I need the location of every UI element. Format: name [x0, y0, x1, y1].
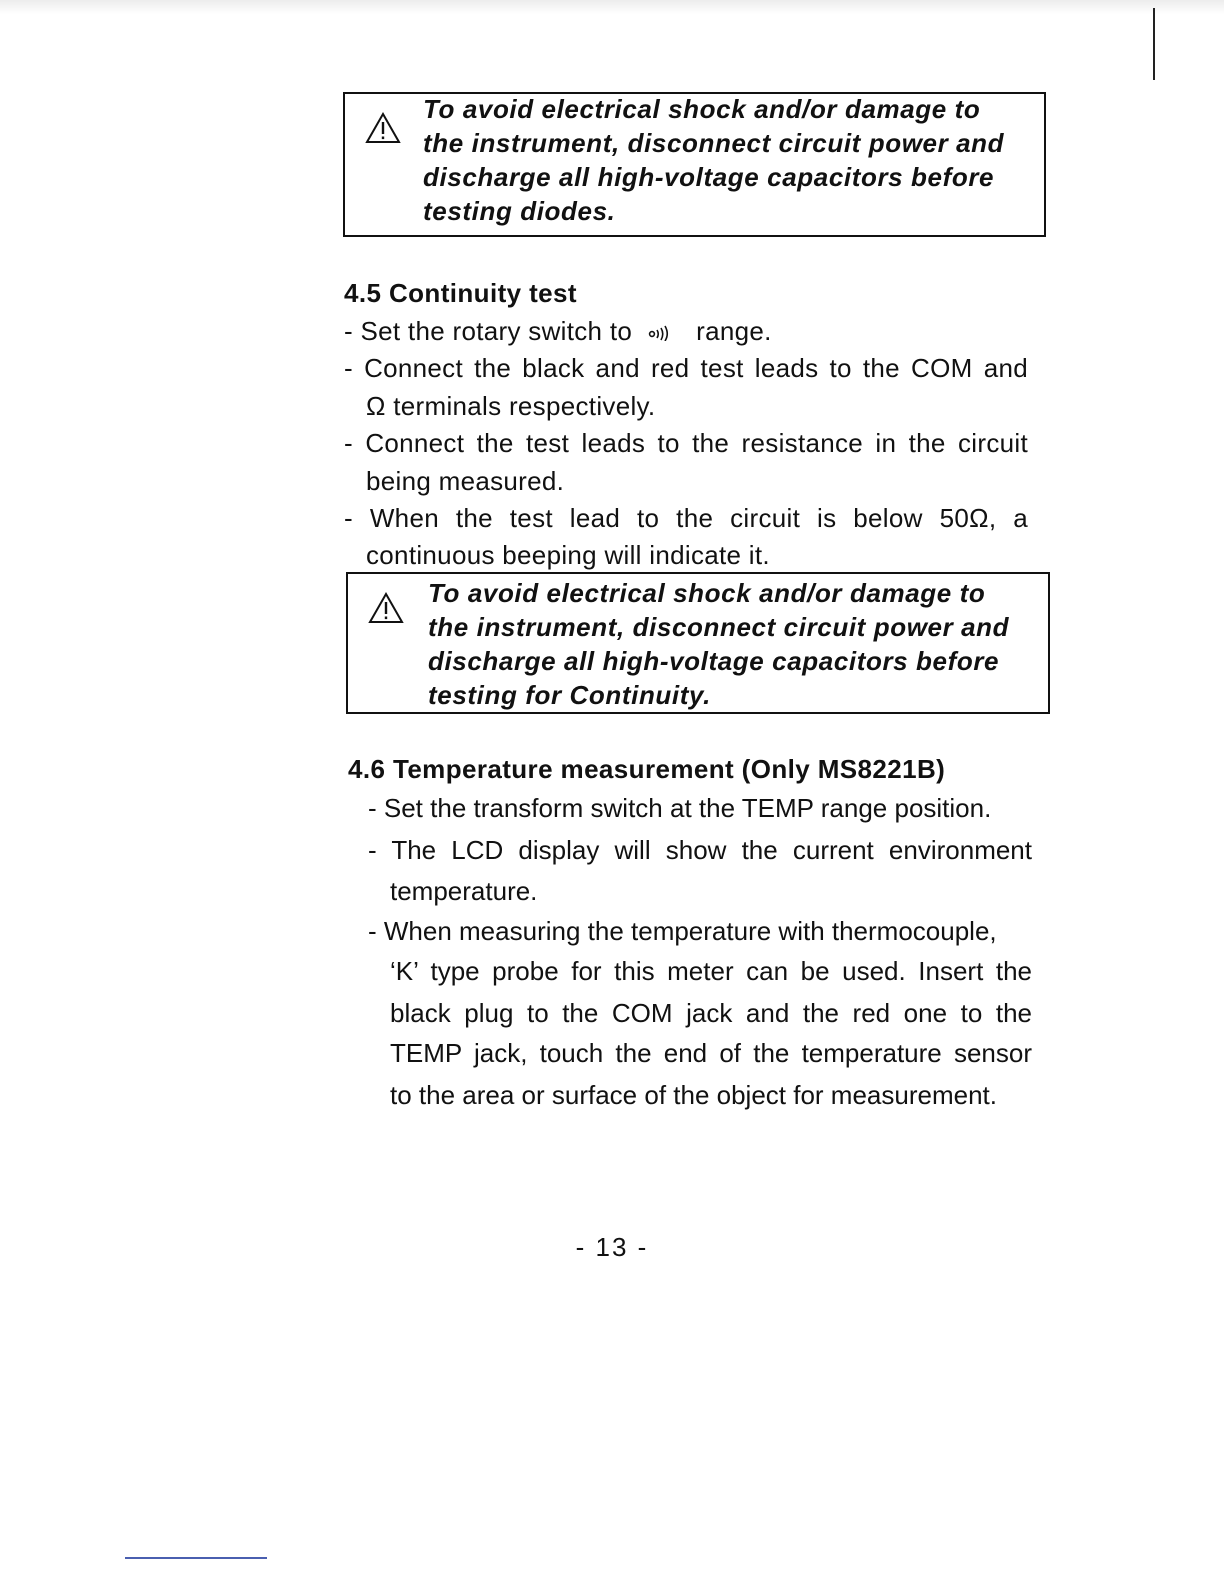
warning-line: testing diodes. — [423, 196, 616, 226]
warning-triangle-icon — [365, 112, 401, 144]
temp-line: temperature. — [390, 876, 538, 906]
temp-line: ‘K’ type probe for this meter can be used. Insert the — [390, 956, 1032, 986]
step-beep-threshold: - When the test lead to the circuit is below 50Ω, a — [344, 503, 1028, 533]
step-text: - Set the rotary switch to — [344, 316, 633, 346]
warning-box-continuity — [346, 572, 1050, 714]
continuity-beep-icon — [648, 325, 670, 341]
step-text: range. — [696, 316, 772, 346]
step-set-switch — [344, 313, 772, 349]
warning-line: To avoid electrical shock and/or damage to — [428, 578, 986, 608]
warning-box-diodes — [343, 92, 1046, 237]
temp-line: TEMP jack, touch the end of the temperature sensor — [390, 1038, 1032, 1068]
warning-line: discharge all high-voltage capacitors before — [423, 162, 995, 192]
step-connect-resistance-cont: being measured. — [366, 466, 565, 496]
section-heading-continuity: 4.5 Continuity test — [344, 278, 577, 308]
section-heading-temperature: 4.6 Temperature measurement (Only MS8221B) — [348, 754, 946, 784]
temp-line: black plug to the COM jack and the red one to the — [390, 998, 1032, 1028]
warning-line: the instrument, disconnect circuit power and — [428, 612, 1010, 642]
warning-line: discharge all high-voltage capacitors before — [428, 646, 1000, 676]
temp-line: to the area or surface of the object for measurement. — [390, 1080, 997, 1110]
warning-line: the instrument, disconnect circuit power and — [423, 128, 1005, 158]
page-number: - 13 - — [575, 1232, 649, 1262]
warning-triangle-icon — [368, 592, 404, 624]
warning-line: testing for Continuity. — [428, 680, 711, 710]
temp-line: - The LCD display will show the current environment — [368, 835, 1032, 865]
step-connect-resistance: - Connect the test leads to the resistance in the circuit — [344, 428, 1028, 458]
step-connect-leads: - Connect the black and red test leads to the COM and — [344, 353, 1028, 383]
temp-line: - When measuring the temperature with thermocouple, — [368, 916, 997, 946]
scan-right-edge — [1153, 8, 1155, 80]
warning-text — [423, 92, 1030, 228]
warning-line: To avoid electrical shock and/or damage to — [423, 94, 981, 124]
step-connect-leads-cont: Ω terminals respectively. — [366, 391, 656, 421]
warning-text — [428, 576, 1034, 712]
step-beep-threshold-cont: continuous beeping will indicate it. — [366, 540, 770, 570]
scan-top-edge — [0, 0, 1224, 14]
scan-footer-mark — [125, 1557, 267, 1559]
temp-line: - Set the transform switch at the TEMP range position. — [368, 793, 992, 823]
